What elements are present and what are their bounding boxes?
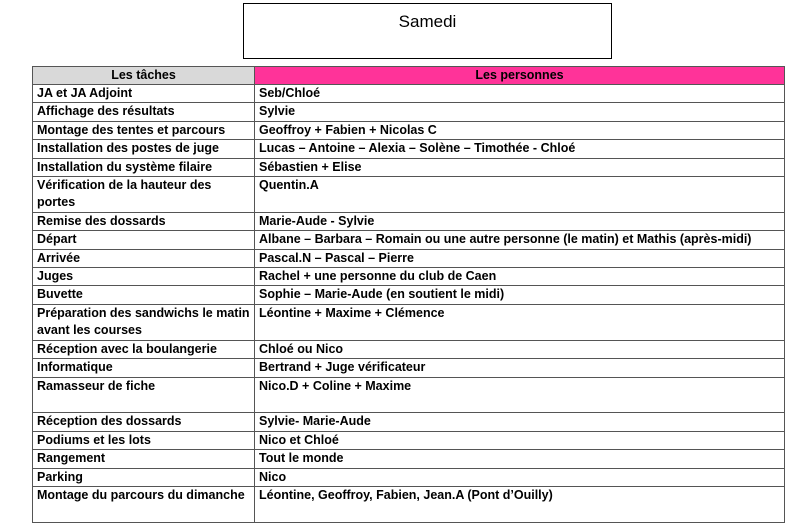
people-cell: Geoffroy + Fabien + Nicolas C [255, 121, 785, 139]
table-header-row [33, 67, 785, 85]
people-cell: Quentin.A [255, 177, 785, 213]
task-cell: Parking [33, 468, 255, 486]
people-cell: Marie-Aude - Sylvie [255, 212, 785, 230]
tasks-column-header: Les tâches [33, 67, 255, 85]
people-cell: Sébastien + Elise [255, 158, 785, 176]
people-cell: Chloé ou Nico [255, 340, 785, 358]
table-row [33, 177, 785, 213]
page-title-box [243, 3, 612, 59]
task-cell: Installation du système filaire [33, 158, 255, 176]
task-cell: Réception avec la boulangerie [33, 340, 255, 358]
table-row [33, 212, 785, 230]
task-cell: Montage des tentes et parcours [33, 121, 255, 139]
people-cell: Bertrand + Juge vérificateur [255, 359, 785, 377]
table-row [33, 468, 785, 486]
task-cell: Réception des dossards [33, 413, 255, 431]
table-row [33, 268, 785, 286]
people-cell: Sylvie [255, 103, 785, 121]
task-cell: Ramasseur de fiche [33, 377, 255, 413]
people-cell: Nico [255, 468, 785, 486]
table-row [33, 103, 785, 121]
table-row [33, 249, 785, 267]
task-cell: Affichage des résultats [33, 103, 255, 121]
people-cell: Léontine, Geoffroy, Fabien, Jean.A (Pont d’Ouilly) [255, 486, 785, 522]
people-cell: Albane – Barbara – Romain ou une autre personne (le matin) et Mathis (après-midi) [255, 231, 785, 249]
task-cell: Montage du parcours du dimanche [33, 486, 255, 522]
table-row [33, 304, 785, 340]
table-row [33, 121, 785, 139]
table-row [33, 377, 785, 413]
task-cell: Podiums et les lots [33, 431, 255, 449]
task-cell: Arrivée [33, 249, 255, 267]
table-row [33, 85, 785, 103]
table-row [33, 231, 785, 249]
page-title: Samedi [398, 12, 457, 31]
task-cell: Buvette [33, 286, 255, 304]
table-row [33, 450, 785, 468]
task-cell: Rangement [33, 450, 255, 468]
people-cell: Nico.D + Coline + Maxime [255, 377, 785, 413]
people-cell: Sophie – Marie-Aude (en soutient le midi) [255, 286, 785, 304]
table-row [33, 340, 785, 358]
table-row [33, 431, 785, 449]
task-table [32, 66, 785, 523]
task-cell: Préparation des sandwichs le matin avant les courses [33, 304, 255, 340]
task-cell: Départ [33, 231, 255, 249]
task-cell: Juges [33, 268, 255, 286]
table-row [33, 413, 785, 431]
table-row [33, 140, 785, 158]
task-cell: JA et JA Adjoint [33, 85, 255, 103]
people-cell: Léontine + Maxime + Clémence [255, 304, 785, 340]
table-row [33, 486, 785, 522]
people-cell: Nico et Chloé [255, 431, 785, 449]
task-cell: Vérification de la hauteur des portes [33, 177, 255, 213]
task-cell: Informatique [33, 359, 255, 377]
people-cell: Lucas – Antoine – Alexia – Solène – Timothée - Chloé [255, 140, 785, 158]
table-row [33, 359, 785, 377]
people-column-header: Les personnes [255, 67, 785, 85]
task-cell: Remise des dossards [33, 212, 255, 230]
people-cell: Pascal.N – Pascal – Pierre [255, 249, 785, 267]
people-cell: Seb/Chloé [255, 85, 785, 103]
people-cell: Tout le monde [255, 450, 785, 468]
people-cell: Rachel + une personne du club de Caen [255, 268, 785, 286]
table-row [33, 158, 785, 176]
people-cell: Sylvie- Marie-Aude [255, 413, 785, 431]
table-row [33, 286, 785, 304]
task-cell: Installation des postes de juge [33, 140, 255, 158]
